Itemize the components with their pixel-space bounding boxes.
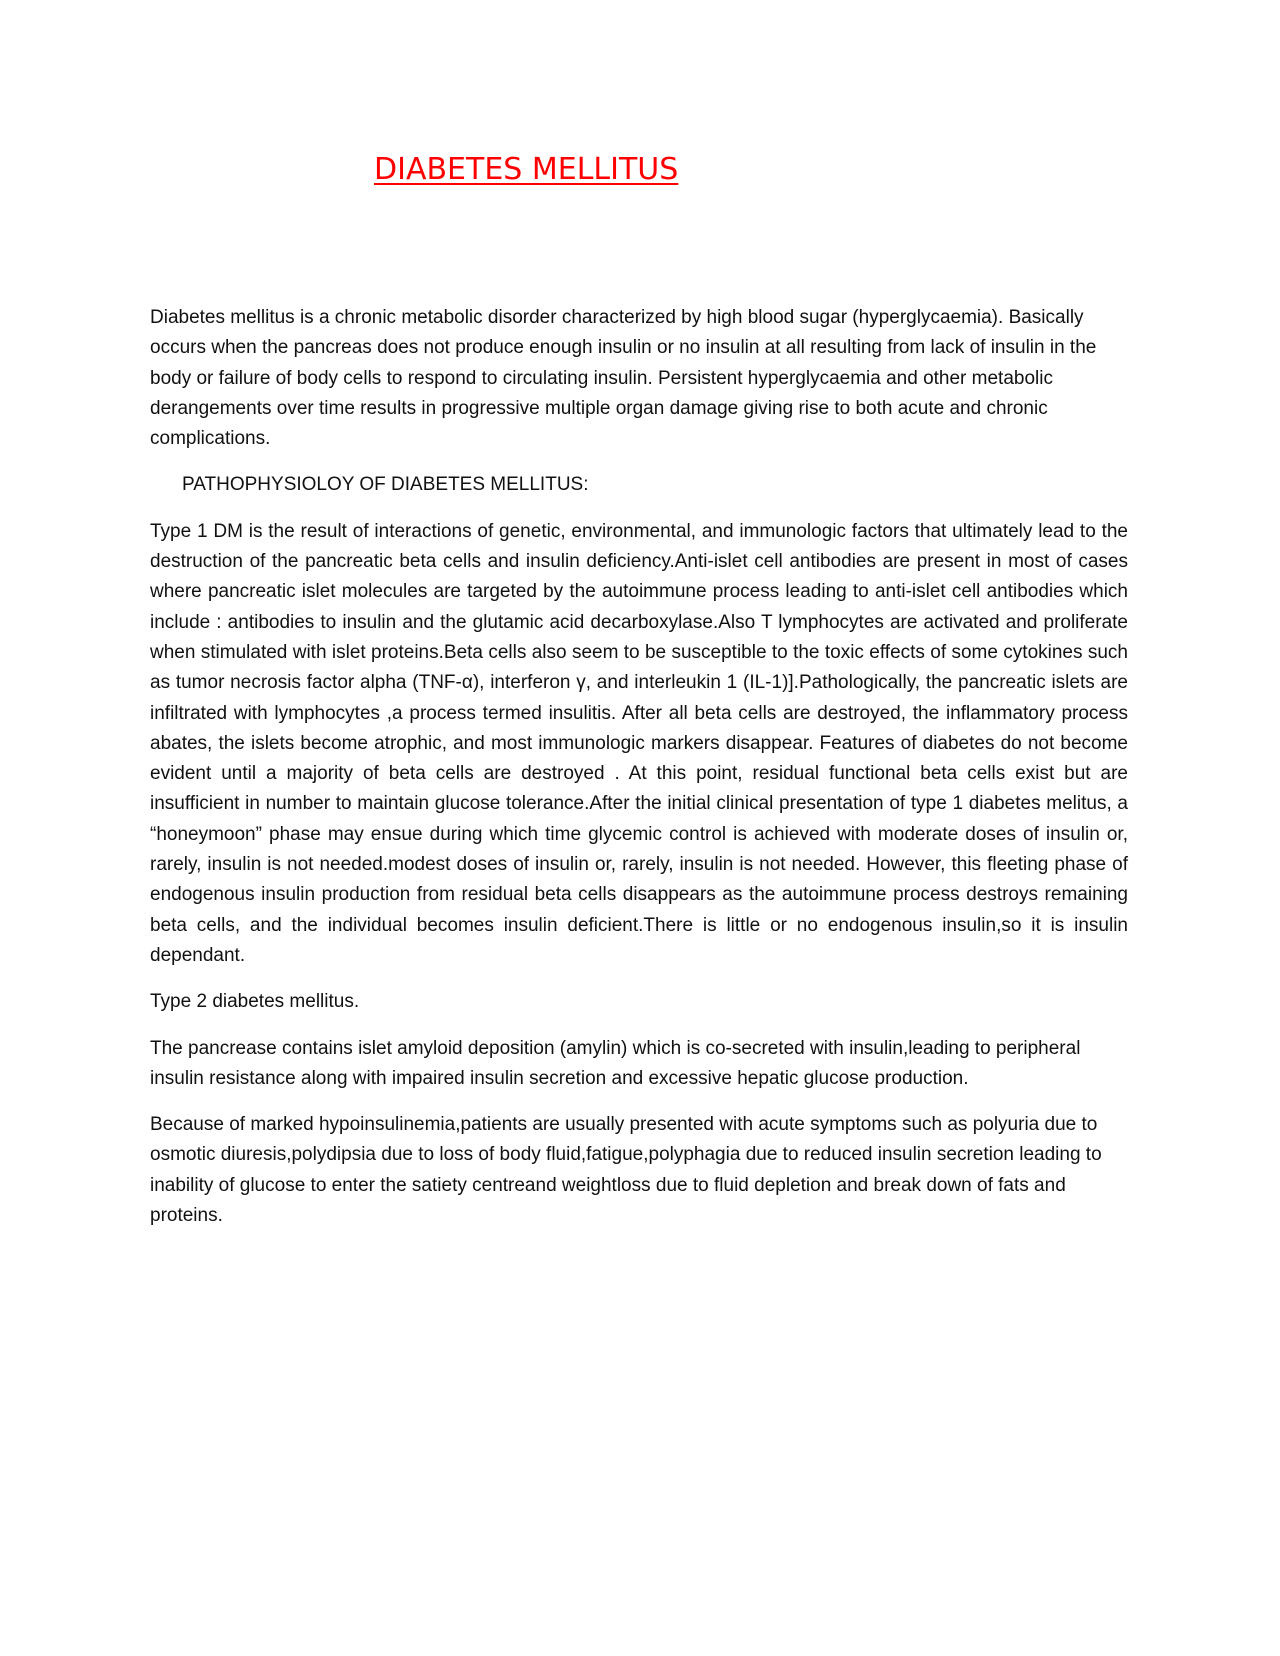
intro-paragraph: Diabetes mellitus is a chronic metabolic disorder characterized by high blood sugar (hyperglycaemia). Basically occurs when the pancreas does not produce enough insulin or no insulin at all resulting from lack of insulin in the body or failure of body cells to respond to circulating insulin. Persistent hyperglycaemia and other metabolic derangements over time results in progressive multiple organ damage giving rise to both acute and chronic complications. [150,307,1097,450]
document-body [150,303,1128,1247]
document-title: DIABETES MELLITUS [374,152,679,187]
type2-paragraph: The pancrease contains islet amyloid deposition (amylin) which is co-secreted with insulin,leading to peripheral insulin resistance along with impaired insulin secretion and excessive hepatic glucose production. [150,1037,1081,1089]
pathophysiology-heading: PATHOPHYSIOLOY OF DIABETES MELLITUS: [182,474,589,496]
symptoms-paragraph: Because of marked hypoinsulinemia,patients are usually presented with acute symptoms such as polyuria due to osmotic diuresis,polydipsia due to loss of body fluid,fatigue,polyphagia due to reduced insulin secretion leading to inability of glucose to enter the satiety centreand weightloss due to fluid depletion and break down of fats and proteins. [150,1114,1102,1227]
type2-heading: Type 2 diabetes mellitus. [150,991,360,1013]
type1-paragraph: Type 1 DM is the result of interactions of genetic, environmental, and immunologic factors that ultimately lead to the destruction of the pancreatic beta cells and insulin deficiency.Anti-islet cell antibodies are present in most of cases where pancreatic islet molecules are targeted by the autoimmune process leading to anti-islet cell antibodies which include : antibodies to insulin and the glutamic acid decarboxylase.Also T lymphocytes are activated and proliferate when stimulated with islet proteins.Beta cells also seem to be susceptible to the toxic effects of some cytokines such as tumor necrosis factor alpha (TNF-α), interferon γ, and interleukin 1 (IL-1)].Pathologically, the pancreatic islets are infiltrated with lymphocytes ,a process termed insulitis. After all beta cells are destroyed, the inflammatory process abates, the islets become atrophic, and most immunologic markers disappear. Features of diabetes do not become evident until a majority of beta cells are destroyed . At this point, residual functional beta cells exist but are insufficient in number to maintain glucose tolerance.After the initial clinical presentation of type 1 diabetes melitus, a “honeymoon” phase may ensue during which time glycemic control is achieved with moderate doses of insulin or, rarely, insulin is not needed.modest doses of insulin or, rarely, insulin is not needed. However, this fleeting phase of endogenous insulin production from residual beta cells disappears as the autoimmune process destroys remaining beta cells, and the individual becomes insulin deficient.There is little or no endogenous insulin,so it is insulin dependant. [150,520,1128,966]
